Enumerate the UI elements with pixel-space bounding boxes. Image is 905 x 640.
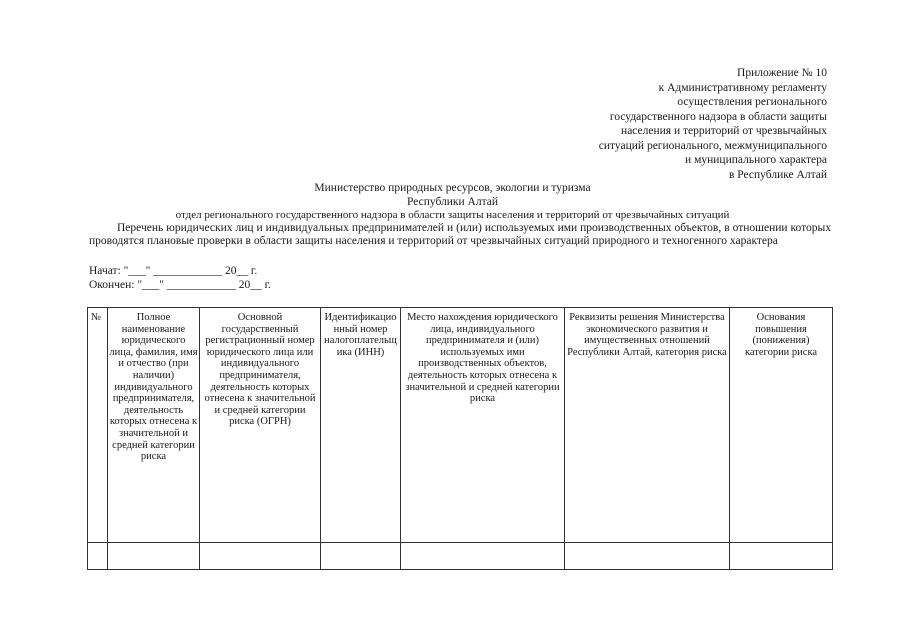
- start-date-line: Начат: "___" ____________ 20__ г.: [89, 265, 258, 277]
- list-title: Перечень юридических лиц и индивидуальных предпринимателей и (или) используемых ими производственных объектов, в отношении которых проводятся плановые проверки в области защиты населения и территорий от чрезвычайных ситуаций природного и техногенного характера: [89, 222, 831, 247]
- column-header-grounds: Основания повышения (понижения) категории риска: [730, 308, 833, 543]
- column-header-location: Место нахождения юридического лица, индивидуального предпринимателя и (или) используемых ими производственных объектов, деятельность которых отнесена к значительной и средней категории риска: [401, 308, 565, 543]
- appendix-line: государственного надзора в области защиты: [609, 110, 827, 123]
- column-header-inn: Идентификационный номер налогоплательщика (ИНН): [321, 308, 401, 543]
- appendix-line: осуществления регионального: [677, 96, 827, 108]
- appendix-line: ситуаций регионального, межмуниципального: [598, 139, 827, 152]
- column-header-number: №: [88, 308, 108, 543]
- appendix-block: [527, 66, 827, 182]
- table-cell: [321, 543, 401, 570]
- table-header-row: [88, 308, 833, 543]
- department-name: отдел регионального государственного надзора в области защиты населения и территорий от чрезвычайных ситуаций: [175, 209, 730, 221]
- column-header-name: Полное наименование юридического лица, фамилия, имя и отчество (при наличии) индивидуального предпринимателя, деятельность которых отнесена к значительной и средней категории риска: [108, 308, 200, 543]
- appendix-line: Приложение № 10: [737, 67, 827, 79]
- appendix-line: к Административному регламенту: [658, 81, 827, 94]
- table-cell: [565, 543, 730, 570]
- table-cell: [200, 543, 321, 570]
- column-header-ogrn: Основной государственный регистрационный номер юридического лица или индивидуального предпринимателя, деятельность которых отнесена к значительной и средней категории риска (ОГРН): [200, 308, 321, 543]
- appendix-line: в Республике Алтай: [728, 168, 827, 181]
- table-cell: [730, 543, 833, 570]
- inspection-table: [87, 307, 833, 570]
- ministry-name: Министерство природных ресурсов, экологии и туризма: [314, 182, 591, 194]
- table-cell: [401, 543, 565, 570]
- ministry-region: Республики Алтай: [406, 195, 499, 208]
- column-header-decision: Реквизиты решения Министерства экономического развития и имущественных отношений Республики Алтай, категория риска: [565, 308, 730, 543]
- appendix-line: населения и территорий от чрезвычайных: [621, 125, 827, 137]
- table-cell: [108, 543, 200, 570]
- table-row: [88, 543, 833, 570]
- ministry-heading: [0, 182, 905, 209]
- table-cell: [88, 543, 108, 570]
- end-date-line: Окончен: "___" ____________ 20__ г.: [89, 279, 271, 291]
- appendix-line: и муниципального характера: [685, 154, 827, 166]
